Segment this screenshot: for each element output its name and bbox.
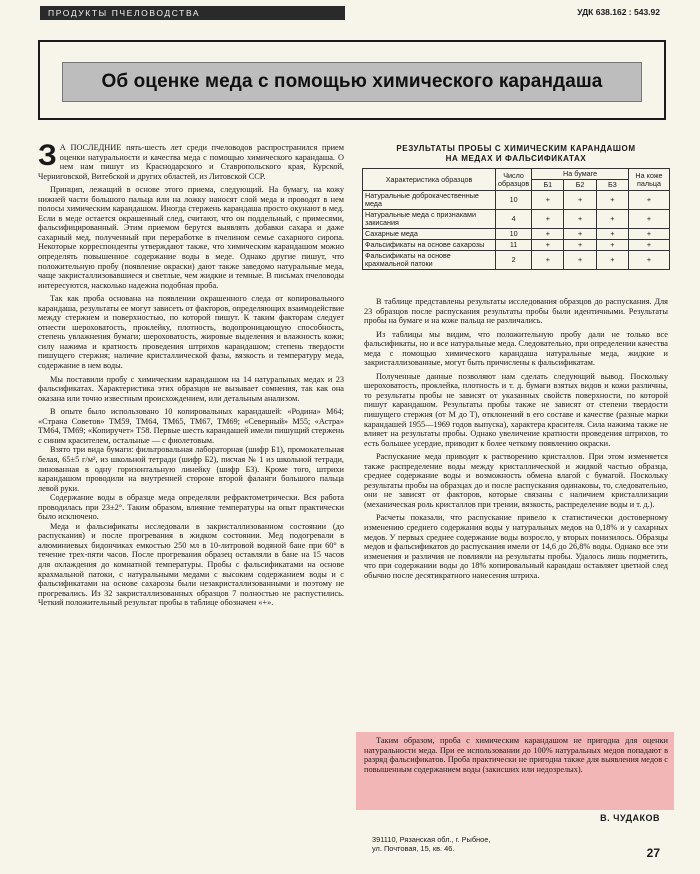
paragraph: Принцип, лежащий в основе этого приема, следующий. На бумагу, на кожу нижней части большого пальца или на ложку наносят слой меда и проводят в нем полосы химическим карандашом. Иногда стержень карандаша просто окунают в мед. Если в меде остается окрашенный след, считают, что он поддельный, с примесями, фальсифицированный. Этим приемом берутся выявлять добавки сахара и даже сахарный мед, полученный при переработке в пчелином семье сахарного сиропа. Некоторые корреспонденты утверждают также, что химическим карандашом можно определять повышенное содержание воды в меде. Однако другие пишут, что положительную пробу (появление окраски) дают также заведомо натуральные меда, чаще закристаллизовавшиеся и светлые, чем жидкие и темные. В письмах пчеловоды интересуются, насколько надежна подобная проба. bbox=[38, 185, 344, 290]
author-signature: В. ЧУДАКОВ bbox=[600, 813, 660, 823]
paragraph: Из таблицы мы видим, что положительную пробу дали не только все фальсификаты, но и все натуральные меда. Следовательно, при определении качества меда с помощью химического карандаша натуральные меда, жидкие и закристаллизованные, могут быть причислены к фальсификатам. bbox=[364, 329, 668, 368]
udc-code: УДК 638.162 : 543.92 bbox=[577, 7, 660, 17]
page-number: 27 bbox=[646, 846, 660, 860]
table-header-b3: Б3 bbox=[596, 180, 628, 191]
paragraph: Так как проба основана на появлении окрашенного следа от копировального карандаша, результаты ее могут зависеть от факторов, определяющих взаимодействие между стержнем и поверхностью, по которой пишут. К таким факторам следует отнести шероховатость, проклейку, плотность, водопроницающую способность, степень увлажнения бумаги; шероховатость, жировые выделения и влажность кожи; силу нажима и кратность проведения штрихов карандашом; степень твердости пишущего стержня; наличие кристаллической фазы, вязкость и температуру меда, содержание в нем воды. bbox=[38, 294, 344, 371]
table-header-count: Число образцов bbox=[496, 169, 532, 191]
paragraph: В опыте было использовано 10 копировальных карандашей: «Родина» М64; «Страна Советов» ТМ59, ТМ64, ТМ65, ТМ67, ТМ69; «Северный» М55; «Астра» ТМ64, ТМ69; «Копиручет» Т58. Первые шесть карандашей имели пишущий стержень с синим красителем, остальные — с фиолетовым. bbox=[38, 407, 344, 445]
table-header-paper: На бумаге bbox=[532, 169, 629, 180]
paragraph: З А ПОСЛЕДНИЕ пять-шесть лет среди пчеловодов распространился прием оценки натуральности и качества меда с помощью химического карандаша. О нем нам пишут из Краснодарского и Ставропольского края, Курской, Черниговской, Витебской и других областей, из Литовской ССР. bbox=[38, 139, 344, 181]
author-address: 391110, Рязанская обл., г. Рыбное, ул. Почтовая, 15, кв. 46. bbox=[372, 835, 491, 853]
table-header-skin: На коже пальца bbox=[629, 169, 670, 191]
table-row: Натуральные доброкачественные меда 10 + + + + bbox=[363, 191, 670, 210]
paragraph: Меда и фальсификаты исследовали в закристаллизованном состоянии (до распускания) и после прогревания в жидком состоянии. Мед подогревали в алюминиевых бидончиках емкостью 250 мл в 10-литровой водяной бане при 60° в течение трех-пяти часов. После прогревания образец оставляли в бане на 15 часов для охлаждения до комнатной температуры. Пробы с фальсификатами на основе крахмальной патоки, с натуральными медами с высоким содержанием воды и с фальсификатами на основе сахарозы были незакристаллизованными и поэтому не прогревались. Из 32 закристаллизованных образцов 7 полностью не распустились. Четкий положительный результат пробы в таблице обозначен «+». bbox=[38, 521, 344, 608]
paragraph: Полученные данные позволяют нам сделать следующий вывод. Поскольку шероховатость, проклейка, плотность и т. д. бумаги взятых видов и кожи различны, то результаты пробы не зависят от указанных свойств поверхности, по которой пишут карандашом. Результаты пробы также не зависят от степени твердости пишущего стержня (от М до Т), отклонений в его составе и качестве (разные марки карандашей 1955—1969 годов выпуска), характера красителя. Сила нажима также не влияет на результаты пробы. Однако увеличение кратности проведения штрихов, то есть большее усердие, приводит к более четкому появлению окраски. bbox=[364, 371, 668, 448]
drop-cap: З bbox=[38, 139, 57, 172]
table-header-characteristic: Характеристика образцов bbox=[363, 169, 496, 191]
table-header-b2: Б2 bbox=[564, 180, 596, 191]
results-table bbox=[362, 168, 670, 270]
paragraph: Взято три вида бумаги: фильтровальная лабораторная (шифр Б1), промокательная белая, 65±5 г/м², из школьной тетради (шифр Б2), писчая № 1 из школьной тетради, линованная в одну горизонтальную линейку (шифр Б3). Кроме того, штрихи карандашом проводили на внутренней стороне второй фаланги большого пальца левой руки. bbox=[38, 445, 344, 493]
paragraph: Распускание меда приводит к растворению кристаллов. При этом изменяется также распределение воды между кристаллической и жидкой частью образца, среднее содержание воды и возможность обмена влагой с бумагой. Поскольку результаты пробы на образцах до и после распускания одинаковы, то, следовательно, они не зависят от факторов, которые связаны с наличием кристаллизации (механическая роль кристаллов при трении, вязкость, распределение воды и т. д.). bbox=[364, 452, 668, 509]
section-header: ПРОДУКТЫ ПЧЕЛОВОДСТВА bbox=[40, 6, 345, 20]
table-header-b1: Б1 bbox=[532, 180, 564, 191]
table-row: Натуральные меда с признаками закисания 4 + + + + bbox=[363, 210, 670, 229]
table-title: РЕЗУЛЬТАТЫ ПРОБЫ С ХИМИЧЕСКИМ КАРАНДАШОМ НА МЕДАХ И ФАЛЬСИФИКАТАХ bbox=[396, 144, 636, 163]
table-row: Фальсификаты на основе сахарозы 11 + + + + bbox=[363, 240, 670, 251]
title-box bbox=[62, 62, 642, 102]
paragraph: Расчеты показали, что распускание привело к статистически достоверному изменению среднего содержания воды у натуральных медов на 0,18% и у сахарных медов. У первых среднее содержание воды возросло, у вторых понизилось. Образцы медов и фальсификатов до распускания имели от 14,6 до 26,8% воды. Однако все эти изменения и различия не повлияли на результаты пробы. Удалось лишь подметить, что при содержании воды до 18% копировальный карандаш оставляет цветной след обычно после десятикратного нанесения штриха. bbox=[364, 513, 668, 580]
table-row: Сахарные меда 10 + + + + bbox=[363, 229, 670, 240]
paragraph: Содержание воды в образце меда определяли рефрактометрически. Вся работа проводилась при 23±2°. Таким образом, влияние температуры на опыт практически было исключено. bbox=[38, 493, 344, 522]
right-column bbox=[364, 297, 668, 580]
paragraph: Мы поставили пробу с химическим карандашом на 14 натуральных медах и 23 фальсификатах. Характеристика этих образцов не вызывает сомнения, так как она оказана или точно известным происхождением, или детальным анализом. bbox=[38, 374, 344, 403]
article-title: Об оценке меда с помощью химического карандаша bbox=[101, 71, 603, 92]
paragraph: В таблице представлены результаты исследования образцов до распускания. Для 23 образцов после распускания результаты пробы были идентичными. Результаты пробы на бумаге и на коже пальца не различались. bbox=[364, 297, 668, 326]
paragraph: Таким образом, проба с химическим карандашом не пригодна для оценки натуральности меда. При ее использовании до 100% натуральных медов попадают в разряд фальсификатов. Проба практически не пригодна также для выявления медов с повышенным содержанием воды (закисших или недозрелых). bbox=[364, 736, 668, 774]
left-column bbox=[38, 139, 344, 608]
table-row: Фальсификаты на основе крахмальной патоки 2 + + + + bbox=[363, 251, 670, 270]
conclusion-text bbox=[364, 736, 668, 774]
